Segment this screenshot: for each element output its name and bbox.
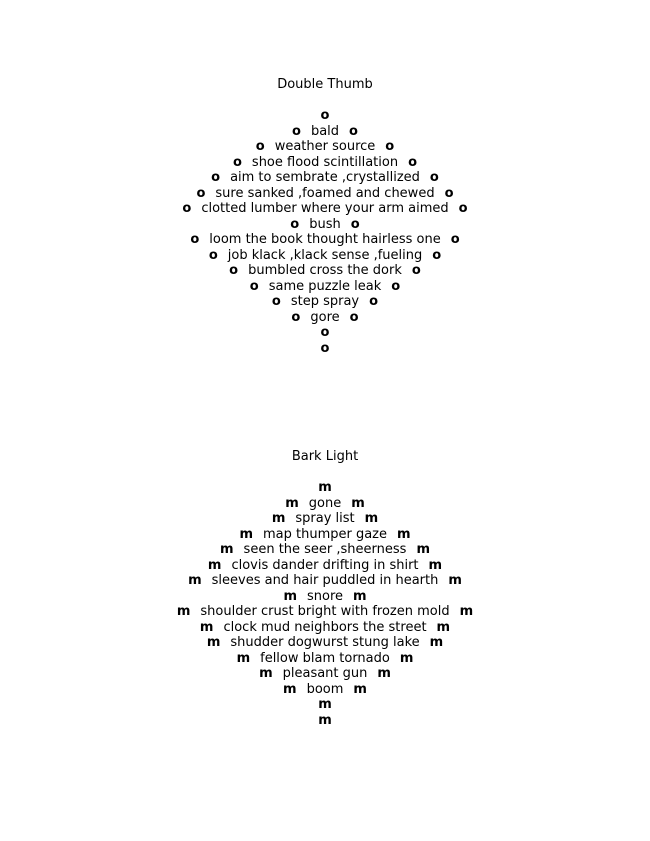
line-text: gore [310, 309, 340, 325]
poem-double-thumb [0, 76, 650, 356]
line-mark-left: o [249, 278, 259, 294]
poem-line [0, 666, 650, 682]
line-mark-right: m [416, 542, 430, 557]
poem-line [0, 651, 650, 667]
line-text: gone [308, 495, 342, 511]
line-mark-left: m [199, 619, 214, 635]
poem-line [0, 155, 650, 171]
line-mark-left: m [236, 650, 251, 666]
poem-line [0, 713, 650, 729]
line-text: clotted lumber where your arm aimed [201, 201, 449, 216]
poem-line [0, 558, 650, 574]
poem-line [0, 341, 650, 357]
line-mark: o [320, 340, 330, 356]
line-mark-left: m [239, 526, 253, 542]
line-text: loom the book thought hairless one [209, 232, 441, 247]
line-mark-right: o [450, 232, 460, 247]
line-mark-right: m [397, 526, 411, 542]
line-mark-right: m [459, 604, 474, 619]
line-mark: o [320, 108, 330, 123]
line-text: sleeves and hair puddled in hearth [211, 573, 439, 588]
line-mark-right: o [411, 263, 421, 278]
poem-line [0, 589, 650, 605]
line-mark-left: m [188, 573, 202, 588]
line-text: weather source [274, 139, 376, 154]
line-mark-right: m [377, 666, 391, 681]
line-text: shoulder crust bright with frozen mold [200, 604, 450, 619]
line-text: job klack ,klack sense ,fueling [227, 247, 423, 263]
poem-line [0, 232, 650, 248]
poem-line [0, 635, 650, 651]
line-mark-right: o [408, 154, 418, 170]
line-text: bush [309, 216, 341, 232]
line-mark-right: o [391, 278, 401, 294]
line-text: spray list [295, 511, 355, 526]
line-mark: o [320, 325, 330, 340]
poem-bark-light [0, 448, 650, 728]
line-mark-left: o [292, 123, 301, 139]
poem-line [0, 697, 650, 713]
line-mark-left: m [220, 542, 234, 557]
line-mark-left: o [182, 201, 192, 216]
line-mark-right: m [428, 557, 443, 573]
line-mark-right: m [436, 619, 451, 635]
poem-line [0, 294, 650, 310]
poem-line [0, 310, 650, 326]
poem-line [0, 248, 650, 264]
line-mark-right: m [364, 511, 379, 526]
line-mark: m [318, 480, 332, 495]
line-text: fellow blam tornado [260, 650, 390, 666]
line-text: sure sanked ,foamed and chewed [215, 185, 435, 201]
poem-line [0, 496, 650, 512]
poem-line [0, 620, 650, 636]
line-mark-right: m [448, 573, 462, 588]
line-mark-right: m [399, 650, 414, 666]
line-mark-left: m [283, 681, 297, 697]
poem-line [0, 217, 650, 233]
poem-line [0, 480, 650, 496]
line-text: bumbled cross the dork [248, 263, 402, 278]
line-text: boom [306, 681, 344, 697]
line-mark-right: o [349, 309, 359, 325]
line-mark-right: m [353, 681, 367, 697]
line-mark-left: o [271, 294, 281, 309]
line-mark-left: o [190, 232, 200, 247]
poem-line [0, 542, 650, 558]
line-mark-right: o [350, 216, 360, 232]
poem-line [0, 279, 650, 295]
line-mark-left: o [232, 154, 242, 170]
poem-line [0, 511, 650, 527]
line-mark-left: o [211, 170, 221, 185]
line-text: shoe flood scintillation [251, 154, 399, 170]
line-mark-right: o [349, 123, 358, 139]
poem-line [0, 527, 650, 543]
line-mark-right: o [432, 247, 442, 263]
poem-line [0, 682, 650, 698]
poem-lines [0, 108, 650, 356]
line-text: bald [310, 123, 340, 139]
line-mark-left: m [176, 604, 191, 619]
line-mark-right: m [353, 588, 367, 604]
line-mark-right: o [444, 185, 454, 201]
line-mark-left: o [229, 263, 239, 278]
poem-title: Double Thumb [277, 77, 373, 92]
line-text: snore [306, 588, 344, 604]
poem-line [0, 325, 650, 341]
line-mark-left: m [207, 557, 222, 573]
line-mark-left: m [206, 635, 221, 650]
poem-lines [0, 480, 650, 728]
poem-line [0, 139, 650, 155]
line-text: same puzzle leak [268, 278, 382, 294]
poem-line [0, 186, 650, 202]
line-mark-right: o [369, 294, 379, 309]
line-mark-left: o [208, 247, 218, 263]
line-text: step spray [290, 294, 360, 309]
line-text: aim to sembrate ,crystallized [230, 170, 420, 185]
line-mark-right: m [429, 635, 444, 650]
line-mark-left: o [291, 309, 301, 325]
line-mark: m [318, 697, 332, 712]
line-text: clock mud neighbors the street [223, 619, 427, 635]
line-mark-left: o [290, 216, 300, 232]
line-mark-left: m [271, 511, 286, 526]
line-mark-left: o [255, 139, 265, 154]
poem-line [0, 201, 650, 217]
line-mark-right: m [351, 495, 365, 511]
line-mark-left: o [196, 185, 206, 201]
line-mark-right: o [385, 139, 395, 154]
line-mark-right: o [458, 201, 468, 216]
line-text: seen the seer ,sheerness [243, 542, 407, 557]
poem-line [0, 263, 650, 279]
line-text: shudder dogwurst stung lake [230, 635, 420, 650]
line-mark-right: o [429, 170, 439, 185]
poem-line [0, 170, 650, 186]
line-text: map thumper gaze [262, 526, 388, 542]
line-text: pleasant gun [282, 666, 368, 681]
poem-line [0, 108, 650, 124]
poem-line [0, 124, 650, 140]
line-text: clovis dander drifting in shirt [231, 557, 419, 573]
line-mark-left: m [285, 495, 299, 511]
poem-line [0, 604, 650, 620]
line-mark-left: m [259, 666, 273, 681]
line-mark: m [318, 712, 332, 728]
line-mark-left: m [283, 588, 297, 604]
poem-title: Bark Light [291, 449, 359, 464]
poem-line [0, 573, 650, 589]
